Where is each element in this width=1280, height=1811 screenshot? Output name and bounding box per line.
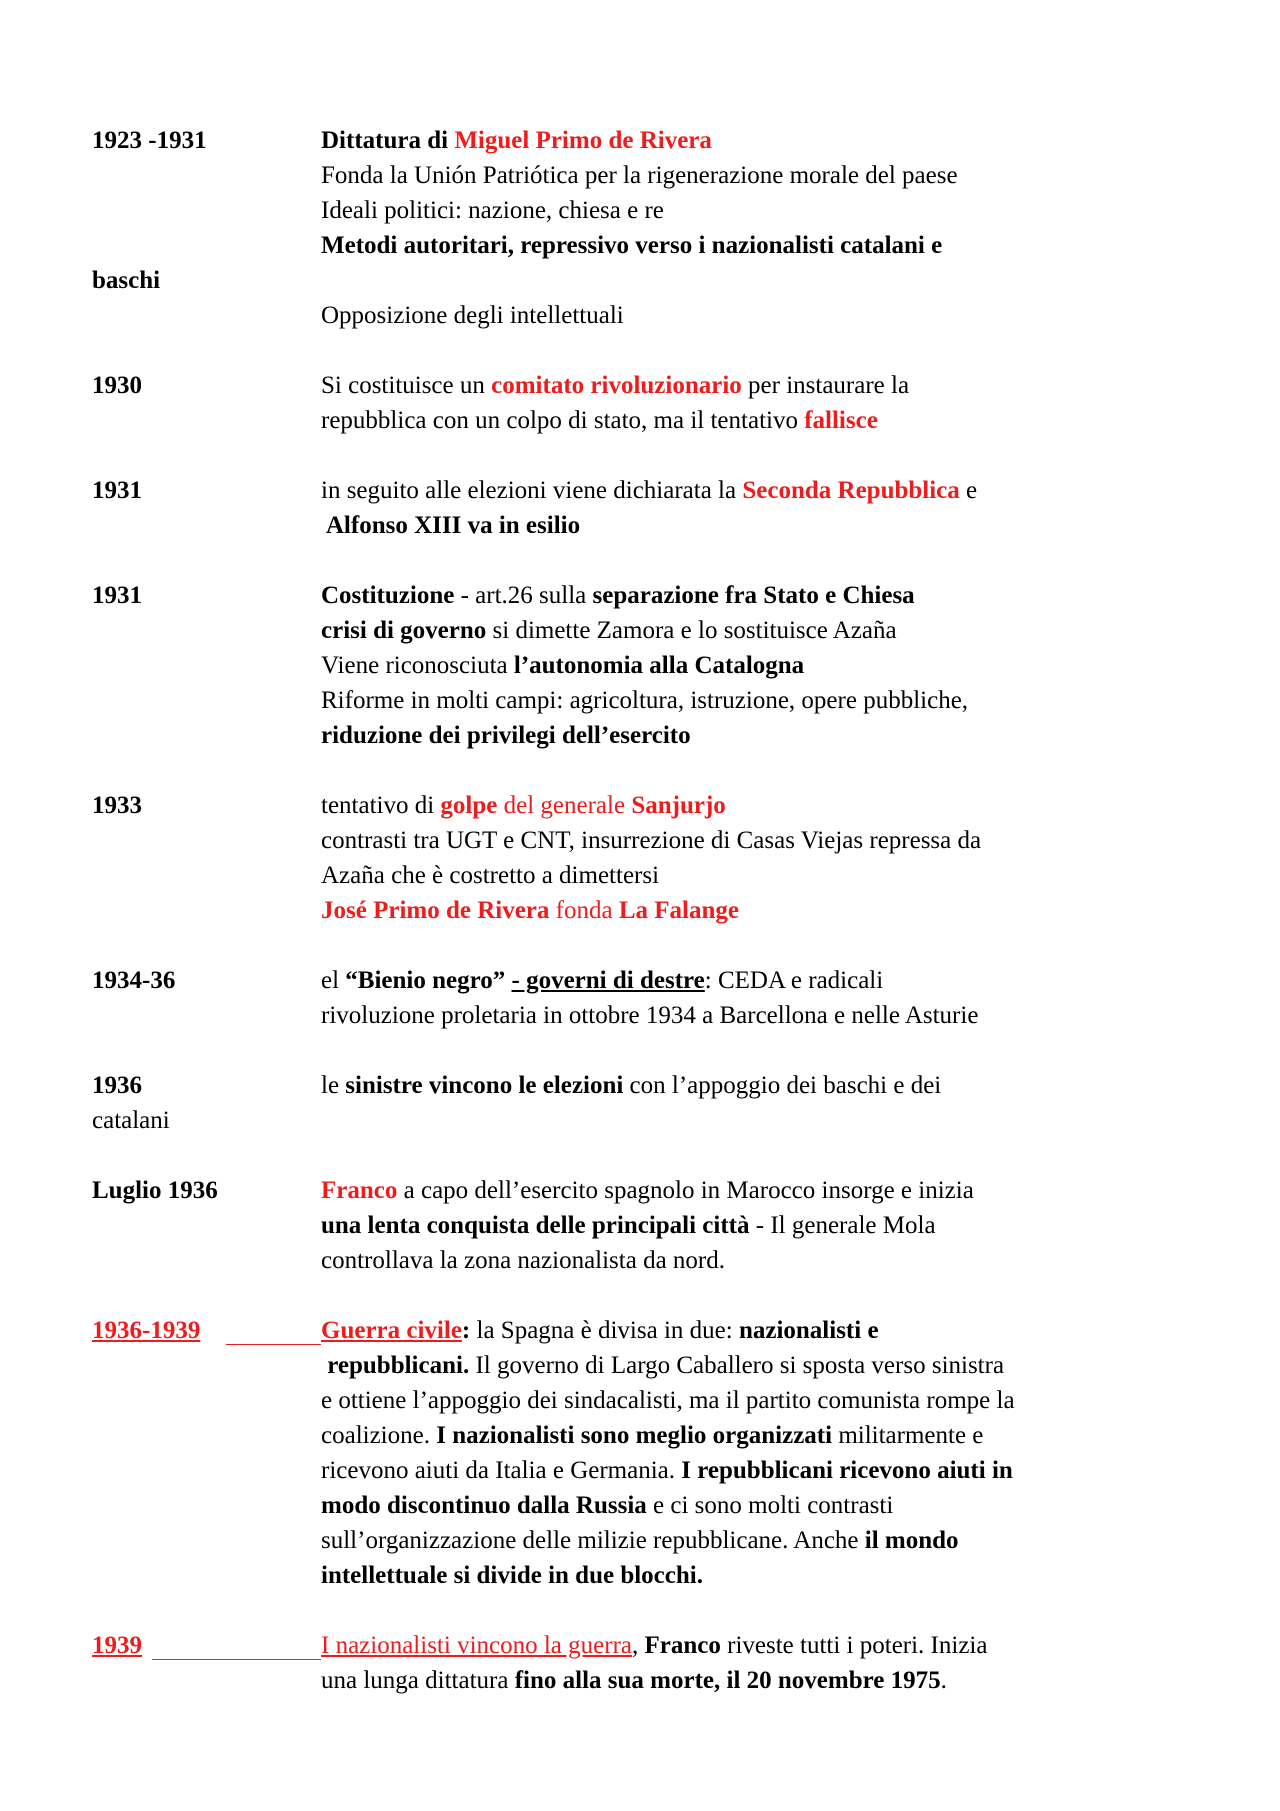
text: con l’appoggio dei baschi e dei <box>623 1072 942 1099</box>
entry-description <box>321 1068 1221 1103</box>
description-line: Opposizione degli intellettuali <box>321 302 624 329</box>
entry-description <box>321 1313 1221 1593</box>
entry-description <box>321 788 1221 928</box>
text-highlight: Sanjurjo <box>631 792 726 819</box>
text-bold: Dittatura di <box>321 127 455 154</box>
entry-description-cont <box>321 298 1221 333</box>
text: riveste tutti i poteri. Inizia <box>720 1632 988 1659</box>
description-line <box>321 123 1221 158</box>
text-red: fonda <box>549 897 619 924</box>
text-bold: repubblicani. <box>321 1352 470 1379</box>
text: la Spagna è divisa in due: <box>470 1317 739 1344</box>
underline-leader <box>152 1628 321 1660</box>
entry-description <box>321 578 1221 753</box>
text-bold: “Bienio negro” <box>345 967 512 994</box>
description-line: rivoluzione proletaria in ottobre 1934 a Barcellona e nelle Asturie <box>321 1002 979 1029</box>
text: Il governo di Largo Caballero si sposta verso sinistra <box>469 1352 1005 1379</box>
description-line <box>321 403 1221 438</box>
text-bold: Metodi autoritari, repressivo verso i nazionalisti catalani e <box>321 232 943 259</box>
description-line <box>321 1523 1221 1558</box>
text: tentativo di <box>321 792 441 819</box>
text-bold: baschi <box>92 267 161 294</box>
entry-year: 1936-1939 <box>92 1317 201 1344</box>
text: el <box>321 967 346 994</box>
description-line <box>321 1418 1221 1453</box>
description-line <box>321 1663 1221 1698</box>
description-line <box>321 613 1221 648</box>
description-line <box>321 508 1221 543</box>
description-line <box>321 1558 1221 1593</box>
text-bold: crisi di governo <box>321 617 487 644</box>
entry-year: 1936 <box>92 1072 142 1099</box>
text-bold: : <box>461 1317 471 1344</box>
description-line <box>321 228 1221 263</box>
entry-year: 1930 <box>92 372 142 399</box>
text-red: del generale <box>497 792 632 819</box>
description-line: contrasti tra UGT e CNT, insurrezione di Casas Viejas repressa da <box>321 827 982 854</box>
text-highlight: Franco <box>321 1177 398 1204</box>
text: - Il generale Mola <box>749 1212 936 1239</box>
entry-description <box>321 473 1221 543</box>
entry-year: 1931 <box>92 477 142 504</box>
text: - art.26 sulla <box>454 582 593 609</box>
description-line <box>321 1453 1221 1488</box>
description-line <box>321 1068 1221 1103</box>
description-line <box>321 1628 1221 1663</box>
text: militarmente e <box>832 1422 984 1449</box>
description-line <box>321 648 1221 683</box>
text-highlight: comitato rivoluzionario <box>491 372 742 399</box>
text: per instaurare la <box>741 372 910 399</box>
text: : CEDA e radicali <box>704 967 884 994</box>
text-bold: sinistre vincono le elezioni <box>345 1072 624 1099</box>
wrapped-line: catalani <box>92 1107 170 1134</box>
text: le <box>321 1072 346 1099</box>
description-line <box>321 1488 1221 1523</box>
entry-description <box>321 963 1221 1033</box>
text-bold: l’autonomia alla Catalogna <box>513 652 805 679</box>
entry-description <box>321 123 1221 263</box>
description-line <box>321 1348 1221 1383</box>
text-bold: separazione fra Stato e Chiesa <box>592 582 915 609</box>
underline-leader <box>226 1313 321 1345</box>
description-line: controllava la zona nazionalista da nord. <box>321 1247 726 1274</box>
text: e <box>959 477 978 504</box>
description-line <box>321 963 1221 998</box>
description-line: Ideali politici: nazione, chiesa e re <box>321 197 664 224</box>
text-bold: intellettuale si divide in due blocchi. <box>321 1562 703 1589</box>
text-bold: I nazionalisti sono meglio organizzati <box>436 1422 833 1449</box>
entry-description <box>321 368 1221 438</box>
wrapped-line <box>92 263 160 298</box>
entry-year: 1923 -1931 <box>92 127 207 154</box>
description-line <box>321 368 1221 403</box>
text-bold: Alfonso XIII va in esilio <box>321 512 581 539</box>
entry-year: 1931 <box>92 582 142 609</box>
text: . <box>940 1667 947 1694</box>
description-line: e ottiene l’appoggio dei sindacalisti, ma il partito comunista rompe la <box>321 1387 1015 1414</box>
text-bold: riduzione dei privilegi dell’esercito <box>321 722 691 749</box>
description-line <box>321 718 1221 753</box>
entry-description <box>321 1173 1221 1278</box>
text-bold: modo discontinuo dalla Russia <box>321 1492 647 1519</box>
description-line <box>321 1208 1221 1243</box>
text-bold-underlined: - governi di destre <box>511 967 705 994</box>
text-bold: Costituzione <box>321 582 455 609</box>
text-bold: il mondo <box>864 1527 959 1554</box>
description-line <box>321 893 1221 928</box>
text: si dimette Zamora e lo sostituisce Azaña <box>486 617 897 644</box>
text: e ci sono molti contrasti <box>646 1492 894 1519</box>
entry-description <box>321 1628 1221 1698</box>
text-highlight: La Falange <box>618 897 739 924</box>
text-bold: nazionalisti e <box>738 1317 879 1344</box>
description-line <box>321 1313 1221 1348</box>
text: sull’organizzazione delle milizie repubblicane. Anche <box>321 1527 865 1554</box>
entry-year: 1939 <box>92 1632 142 1659</box>
text: a capo dell’esercito spagnolo in Marocco insorge e inizia <box>397 1177 974 1204</box>
description-line: Riforme in molti campi: agricoltura, istruzione, opere pubbliche, <box>321 687 969 714</box>
text: Si costituisce un <box>321 372 492 399</box>
text: in seguito alle elezioni viene dichiarata la <box>321 477 743 504</box>
text-bold: Franco <box>644 1632 721 1659</box>
text-highlight: Seconda Repubblica <box>742 477 960 504</box>
text: , <box>632 1632 645 1659</box>
entry-year: 1933 <box>92 792 142 819</box>
description-line <box>321 1173 1221 1208</box>
description-line: Azaña che è costretto a dimettersi <box>321 862 660 889</box>
text-bold: una lenta conquista delle principali città <box>321 1212 750 1239</box>
text: una lunga dittatura <box>321 1667 515 1694</box>
text: Viene riconosciuta <box>321 652 514 679</box>
text-bold: fino alla sua morte, il 20 novembre 1975 <box>514 1667 941 1694</box>
text-highlight: golpe <box>440 792 498 819</box>
description-line: Fonda la Unión Patriótica per la rigenerazione morale del paese <box>321 162 958 189</box>
description-line <box>321 473 1221 508</box>
text-highlight-underlined: Guerra civile <box>321 1317 462 1344</box>
description-line <box>321 788 1221 823</box>
text: repubblica con un colpo di stato, ma il tentativo <box>321 407 805 434</box>
text-highlight: Miguel Primo de Rivera <box>454 127 712 154</box>
entry-year: Luglio 1936 <box>92 1177 218 1204</box>
text-highlight: fallisce <box>804 407 878 434</box>
text: coalizione. <box>321 1422 437 1449</box>
text: ricevono aiuti da Italia e Germania. <box>321 1457 682 1484</box>
text-bold: I repubblicani ricevono aiuti in <box>681 1457 1013 1484</box>
description-line <box>321 578 1221 613</box>
text-red-underlined: I nazionalisti vincono la guerra <box>321 1632 632 1659</box>
entry-year: 1934-36 <box>92 967 176 994</box>
text-highlight: José Primo de Rivera <box>321 897 550 924</box>
